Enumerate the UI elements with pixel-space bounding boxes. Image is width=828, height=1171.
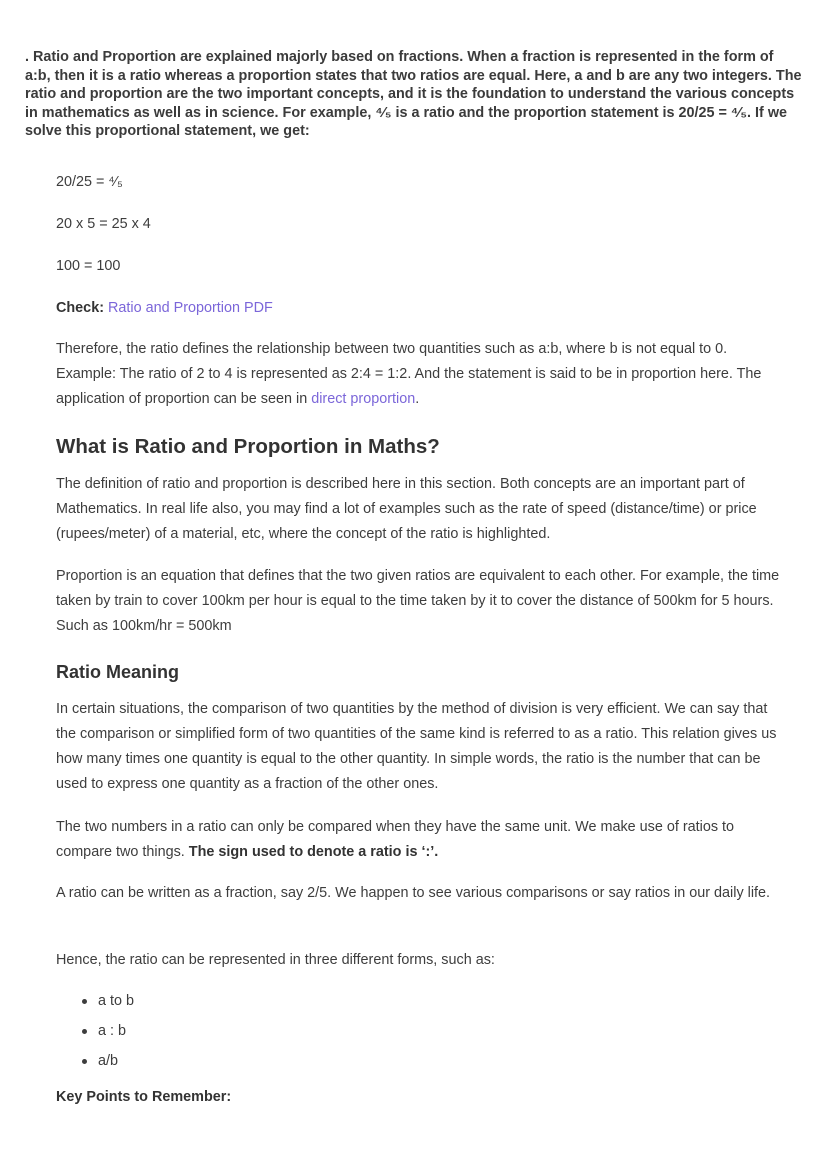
ratio-paragraph-2-text: The two numbers in a ratio can only be compared when they have the same unit. We make use of ratios to compare two things.: [56, 819, 735, 860]
key-points-heading: Key Points to Remember:: [56, 1089, 232, 1105]
ratio-proportion-pdf-link[interactable]: Ratio and Proportion PDF: [108, 300, 273, 316]
therefore-paragraph: [56, 337, 786, 412]
check-line: [56, 296, 786, 321]
what-is-paragraph-1: The definition of ratio and proportion is described here in this section. Both concepts are an important part of Mathematics. In real life also, you may find a lot of examples such as the rate of speed (distance/time) or price (rupees/meter) of a material, etc, where the concept of the ratio is highlighted.: [56, 476, 757, 542]
step-2: 20 x 5 = 25 x 4: [56, 216, 151, 232]
what-is-heading: What is Ratio and Proportion in Maths?: [56, 435, 440, 458]
ratio-meaning-heading: Ratio Meaning: [56, 662, 180, 682]
list-item-text: a to b: [98, 993, 135, 1009]
list-item-text: a : b: [98, 1023, 127, 1039]
step-1: 20/25 = ⁴⁄₅: [56, 174, 123, 190]
therefore-text: Therefore, the ratio defines the relationship between two quantities such as a:b, where b is not equal to 0. Example: The ratio of 2 to 4 is represented as 2:4 = 1:2. And the statement is said to be in proportion here. The application of proportion can be seen in: [56, 341, 762, 407]
therefore-end: .: [415, 391, 420, 407]
list-item: [78, 1021, 134, 1051]
intro-paragraph: [25, 48, 803, 141]
what-is-paragraph-2: Proportion is an equation that defines that the two given ratios are equivalent to each other. For example, the time taken by train to cover 100km per hour is equal to the time taken by it to cover the distance of 500km for 5 hours. Such as 100km/hr = 500km: [56, 568, 780, 634]
list-item: [78, 991, 134, 1021]
bullet-icon: [82, 999, 87, 1004]
direct-proportion-link[interactable]: direct proportion: [311, 391, 416, 407]
list-item: [78, 1051, 134, 1081]
list-item-text: a/b: [98, 1053, 119, 1069]
ratio-paragraph-2: [56, 815, 786, 865]
ratio-paragraph-1: In certain situations, the comparison of two quantities by the method of division is very efficient. We can say that the comparison or simplified form of two quantities of the same kind is referred to as a ratio. This relation gives us how many times one quantity is equal to the other quantity. In simple words, the ratio is the number that can be used to express one quantity as a fraction of the other ones.: [56, 701, 777, 792]
intro-text: are explained majorly based on fractions. When a fraction is represented in the form of a:b, then it is a ratio whereas a proportion states that two ratios are equal. Here, a and b are any two integers. The ratio and proportion are the two important concepts, and it is the foundation to understand the various concepts in mathematics as well as in science. For example, ⁴⁄₅ is a ratio and the proportion statement is 20/25 = ⁴⁄₅. If we solve this proportional statement, we get:: [25, 49, 802, 140]
intro-lead: . Ratio and Proportion: [25, 49, 177, 65]
ratio-forms-list: [78, 991, 134, 1081]
bullet-icon: [82, 1059, 87, 1064]
check-label: Check:: [56, 300, 104, 316]
ratio-sign-note: The sign used to denote a ratio is ‘:’.: [188, 844, 439, 860]
step-3: 100 = 100: [56, 258, 121, 274]
ratio-paragraph-3: A ratio can be written as a fraction, say 2/5. We happen to see various comparisons or say ratios in our daily life.: [56, 885, 771, 901]
ratio-paragraph-4: Hence, the ratio can be represented in three different forms, such as:: [56, 952, 495, 968]
bullet-icon: [82, 1029, 87, 1034]
